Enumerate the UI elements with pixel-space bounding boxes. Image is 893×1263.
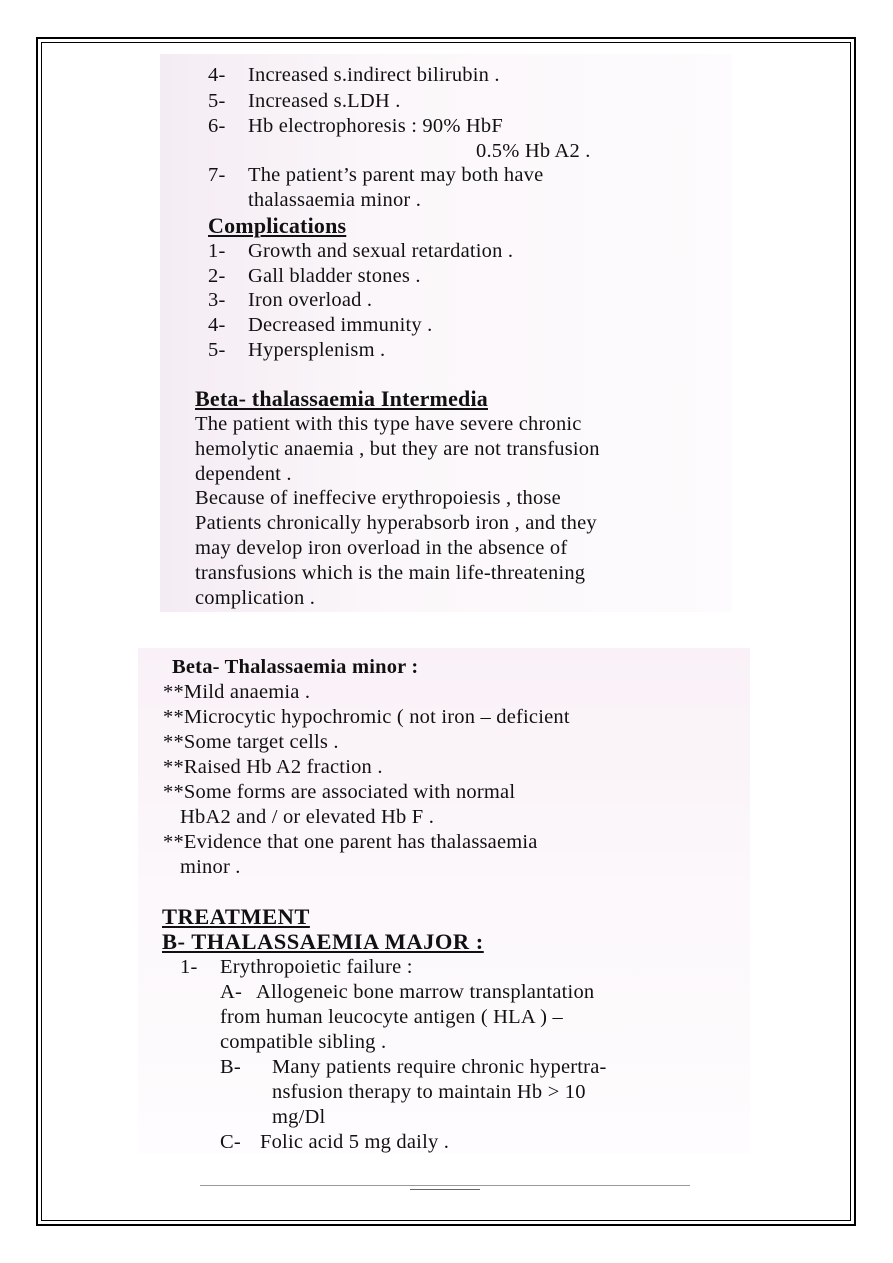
treatment-sub-a-line: from human leucocyte antigen ( HLA ) –: [220, 1006, 563, 1028]
intermedia-line: dependent .: [195, 463, 292, 485]
treatment-sub-a: A- Allogeneic bone marrow transplantation: [220, 981, 595, 1003]
treatment-heading: TREATMENT: [162, 904, 310, 929]
lab-item: 7- The patient’s parent may both have: [208, 164, 544, 186]
treatment-sub-b-line: mg/Dl: [272, 1106, 326, 1128]
lab-item: 4- Increased s.indirect bilirubin .: [208, 64, 500, 86]
intermedia-line: hemolytic anaemia , but they are not transfusion: [195, 438, 600, 460]
minor-line: **Raised Hb A2 fraction .: [163, 756, 383, 778]
footer-rule-accent: [410, 1189, 480, 1190]
intermedia-line: complication .: [195, 587, 316, 609]
minor-line: **Some forms are associated with normal: [163, 781, 516, 803]
minor-line: **Microcytic hypochromic ( not iron – deficient: [163, 706, 570, 728]
complication-item: 4- Decreased immunity .: [208, 314, 433, 336]
minor-line: **Some target cells .: [163, 731, 339, 753]
footer-rule: [200, 1185, 690, 1186]
minor-line: HbA2 and / or elevated Hb F .: [180, 806, 435, 828]
intermedia-line: may develop iron overload in the absence of: [195, 537, 568, 559]
intermedia-line: The patient with this type have severe chronic: [195, 413, 582, 435]
minor-heading: Beta- Thalassaemia minor :: [172, 656, 419, 678]
treatment-subheading: B- THALASSAEMIA MAJOR :: [162, 929, 484, 954]
treatment-item: 1- Erythropoietic failure :: [180, 956, 413, 978]
treatment-sub-a-line: compatible sibling .: [220, 1031, 387, 1053]
intermedia-line: transfusions which is the main life-threatening: [195, 562, 586, 584]
treatment-sub-b: B- Many patients require chronic hypertra-: [220, 1056, 607, 1078]
complication-item: 2- Gall bladder stones .: [208, 265, 421, 287]
treatment-sub-b-line: nsfusion therapy to maintain Hb > 10: [272, 1081, 586, 1103]
minor-line: minor .: [180, 856, 241, 878]
hb-a2-value: 0.5% Hb A2 .: [476, 140, 591, 162]
lab-item: 6- Hb electrophoresis : 90% HbF: [208, 115, 503, 137]
complication-item: 5- Hypersplenism .: [208, 339, 386, 361]
treatment-sub-c: C- Folic acid 5 mg daily .: [220, 1131, 450, 1153]
minor-line: **Mild anaemia .: [163, 681, 311, 703]
lab-item: 5- Increased s.LDH .: [208, 90, 401, 112]
complication-item: 1- Growth and sexual retardation .: [208, 240, 514, 262]
intermedia-heading: Beta- thalassaemia Intermedia: [195, 386, 488, 411]
intermedia-line: Because of ineffecive erythropoiesis , those: [195, 487, 561, 509]
minor-line: **Evidence that one parent has thalassaemia: [163, 831, 538, 853]
complications-heading: Complications: [208, 213, 347, 238]
complication-item: 3- Iron overload .: [208, 289, 373, 311]
intermedia-line: Patients chronically hyperabsorb iron , and they: [195, 512, 597, 534]
lab-item-continued: thalassaemia minor .: [248, 189, 422, 211]
